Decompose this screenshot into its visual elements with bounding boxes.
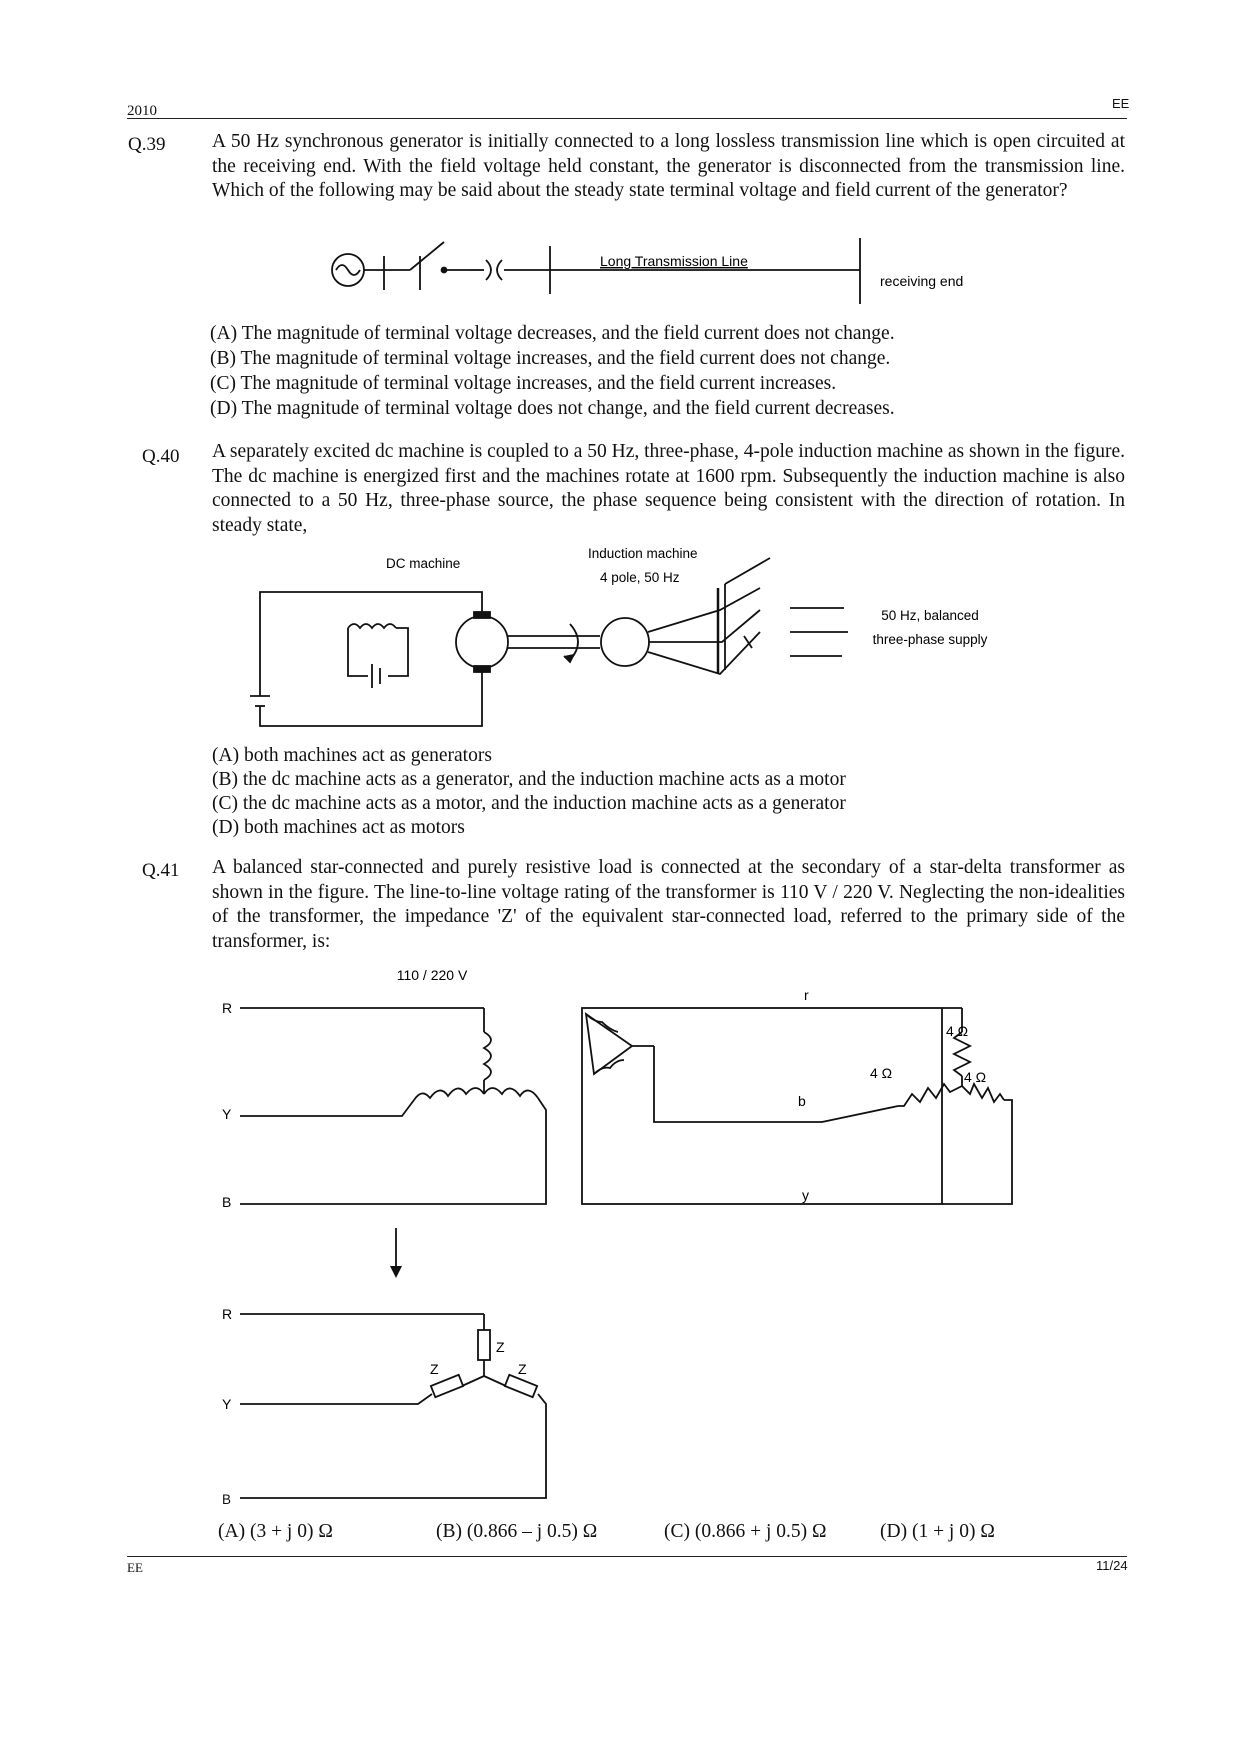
eq-label-Z1: Z — [496, 1339, 505, 1355]
q40-dc-label: DC machine — [386, 556, 461, 571]
eq-label-R: R — [222, 1306, 233, 1322]
header-paper-code: EE — [1112, 96, 1130, 111]
induction-machine — [601, 618, 649, 666]
eq-z-Y — [431, 1375, 463, 1397]
q41-label-B: B — [222, 1194, 232, 1210]
field-circuit — [348, 628, 408, 676]
transformer-symbol — [486, 260, 502, 280]
q40-number: Q.40 — [142, 446, 180, 467]
q41-res-label-2: 4 Ω — [870, 1065, 893, 1081]
q41-arrow — [386, 1226, 406, 1286]
q39-option-c: (C) The magnitude of terminal voltage increases, and the field current increases. — [210, 373, 837, 394]
eq-label-B: B — [222, 1492, 232, 1507]
q40-option-c: (C) the dc machine acts as a motor, and the induction machine acts as a generator — [212, 793, 846, 814]
footer-paper-code: EE — [127, 1560, 143, 1575]
q41-res-label-1: 4 Ω — [946, 1023, 969, 1039]
resistor-y — [962, 1084, 1004, 1102]
eq-label-Z3: Z — [518, 1361, 527, 1377]
primary-coil-Y — [414, 1088, 484, 1100]
brush-bottom — [474, 666, 490, 672]
eq-label-Y: Y — [222, 1396, 232, 1412]
im-lead-1 — [648, 588, 760, 632]
q40-supply-label-2: three-phase supply — [872, 632, 988, 647]
q41-label-r: r — [804, 987, 809, 1003]
q39-figure — [320, 232, 1020, 312]
primary-coil-B — [484, 1088, 538, 1098]
q39-option-b: (B) The magnitude of terminal voltage increases, and the field current does not change. — [210, 348, 891, 369]
q40-text: A separately excited dc machine is coupled to a 50 Hz, three-phase, 4-pole induction machine as shown in the figure. The dc machine is energized first and the machines rotate at 1600 rpm. Subsequently the induction machine is also connected to a 50 Hz, three-phase source, the phase sequence being consistent with the direction of rotation. In steady state, — [212, 441, 1125, 536]
header-rule — [127, 118, 1127, 119]
q40-option-a: (A) both machines act as generators — [212, 745, 492, 766]
q40-option-d: (D) both machines act as motors — [212, 817, 465, 838]
q41-transformer-figure — [222, 967, 1022, 1230]
field-winding — [348, 624, 396, 628]
q39-number: Q.39 — [128, 134, 166, 155]
q41-option-b: (B) (0.866 – j 0.5) Ω — [436, 1521, 598, 1542]
header-year: 2010 — [127, 103, 157, 119]
q40-im-label-2: 4 pole, 50 Hz — [600, 570, 680, 585]
q39-line-label: Long Transmission Line — [600, 253, 748, 269]
q41-label-y: y — [802, 1187, 809, 1203]
q41-text: A balanced star-connected and purely resistive load is connected at the secondary of a star-delta transformer as shown in the figure. The line-to-line voltage rating of the transformer is 110 V / 220 V. Neglecting the non-idealities of the transformer, the impedance 'Z' of the equivalent star-connected load, referred to the primary side of the transformer, is: — [212, 857, 1125, 952]
q41-option-c: (C) (0.866 + j 0.5) Ω — [664, 1521, 827, 1542]
resistor-b — [898, 1084, 962, 1106]
im-lead-3 — [648, 632, 760, 674]
eq-z-B — [505, 1375, 537, 1397]
q40-option-b: (B) the dc machine acts as a generator, and the induction machine acts as a motor — [212, 769, 846, 790]
q39-option-a: (A) The magnitude of terminal voltage decreases, and the field current does not change. — [210, 323, 895, 344]
eq-z-R — [478, 1330, 490, 1360]
q41-number: Q.41 — [142, 860, 180, 881]
q41-label-b: b — [798, 1093, 806, 1109]
q41-equivalent-figure — [222, 1280, 542, 1480]
dc-machine — [456, 616, 508, 668]
q39-text: A 50 Hz synchronous generator is initially connected to a long lossless transmission line which is open circuited at the receiving end. With the field voltage held constant, the generator is disconnected from the transmission line. Which of the following may be said about the steady state terminal voltage and field current of the generator? — [212, 131, 1125, 201]
brush-top — [474, 612, 490, 618]
q40-supply-label-1: 50 Hz, balanced — [881, 608, 979, 623]
q40-figure — [250, 548, 1050, 748]
footer-page-number: 11/24 — [1096, 1558, 1128, 1573]
switch-contact — [442, 268, 447, 273]
sine-wave — [336, 265, 360, 275]
q41-res-label-3: 4 Ω — [964, 1069, 987, 1085]
q39-option-d: (D) The magnitude of terminal voltage does not change, and the field current decreases. — [210, 398, 895, 419]
primary-coil-R — [484, 1032, 491, 1080]
q41-rating: 110 / 220 V — [396, 967, 468, 983]
q41-label-R: R — [222, 1000, 233, 1016]
secondary-enclosure — [582, 1008, 942, 1204]
footer-rule — [127, 1556, 1127, 1557]
q39-end-label: receiving end — [880, 273, 964, 289]
eq-label-Z2: Z — [430, 1361, 439, 1377]
q41-option-a: (A) (3 + j 0) Ω — [218, 1521, 333, 1542]
armature-loop — [260, 592, 482, 726]
q41-option-d: (D) (1 + j 0) Ω — [880, 1521, 995, 1542]
q41-label-Y: Y — [222, 1106, 232, 1122]
switch-blade — [410, 242, 444, 270]
q40-im-label-1: Induction machine — [588, 546, 698, 561]
delta-winding — [586, 1014, 632, 1074]
